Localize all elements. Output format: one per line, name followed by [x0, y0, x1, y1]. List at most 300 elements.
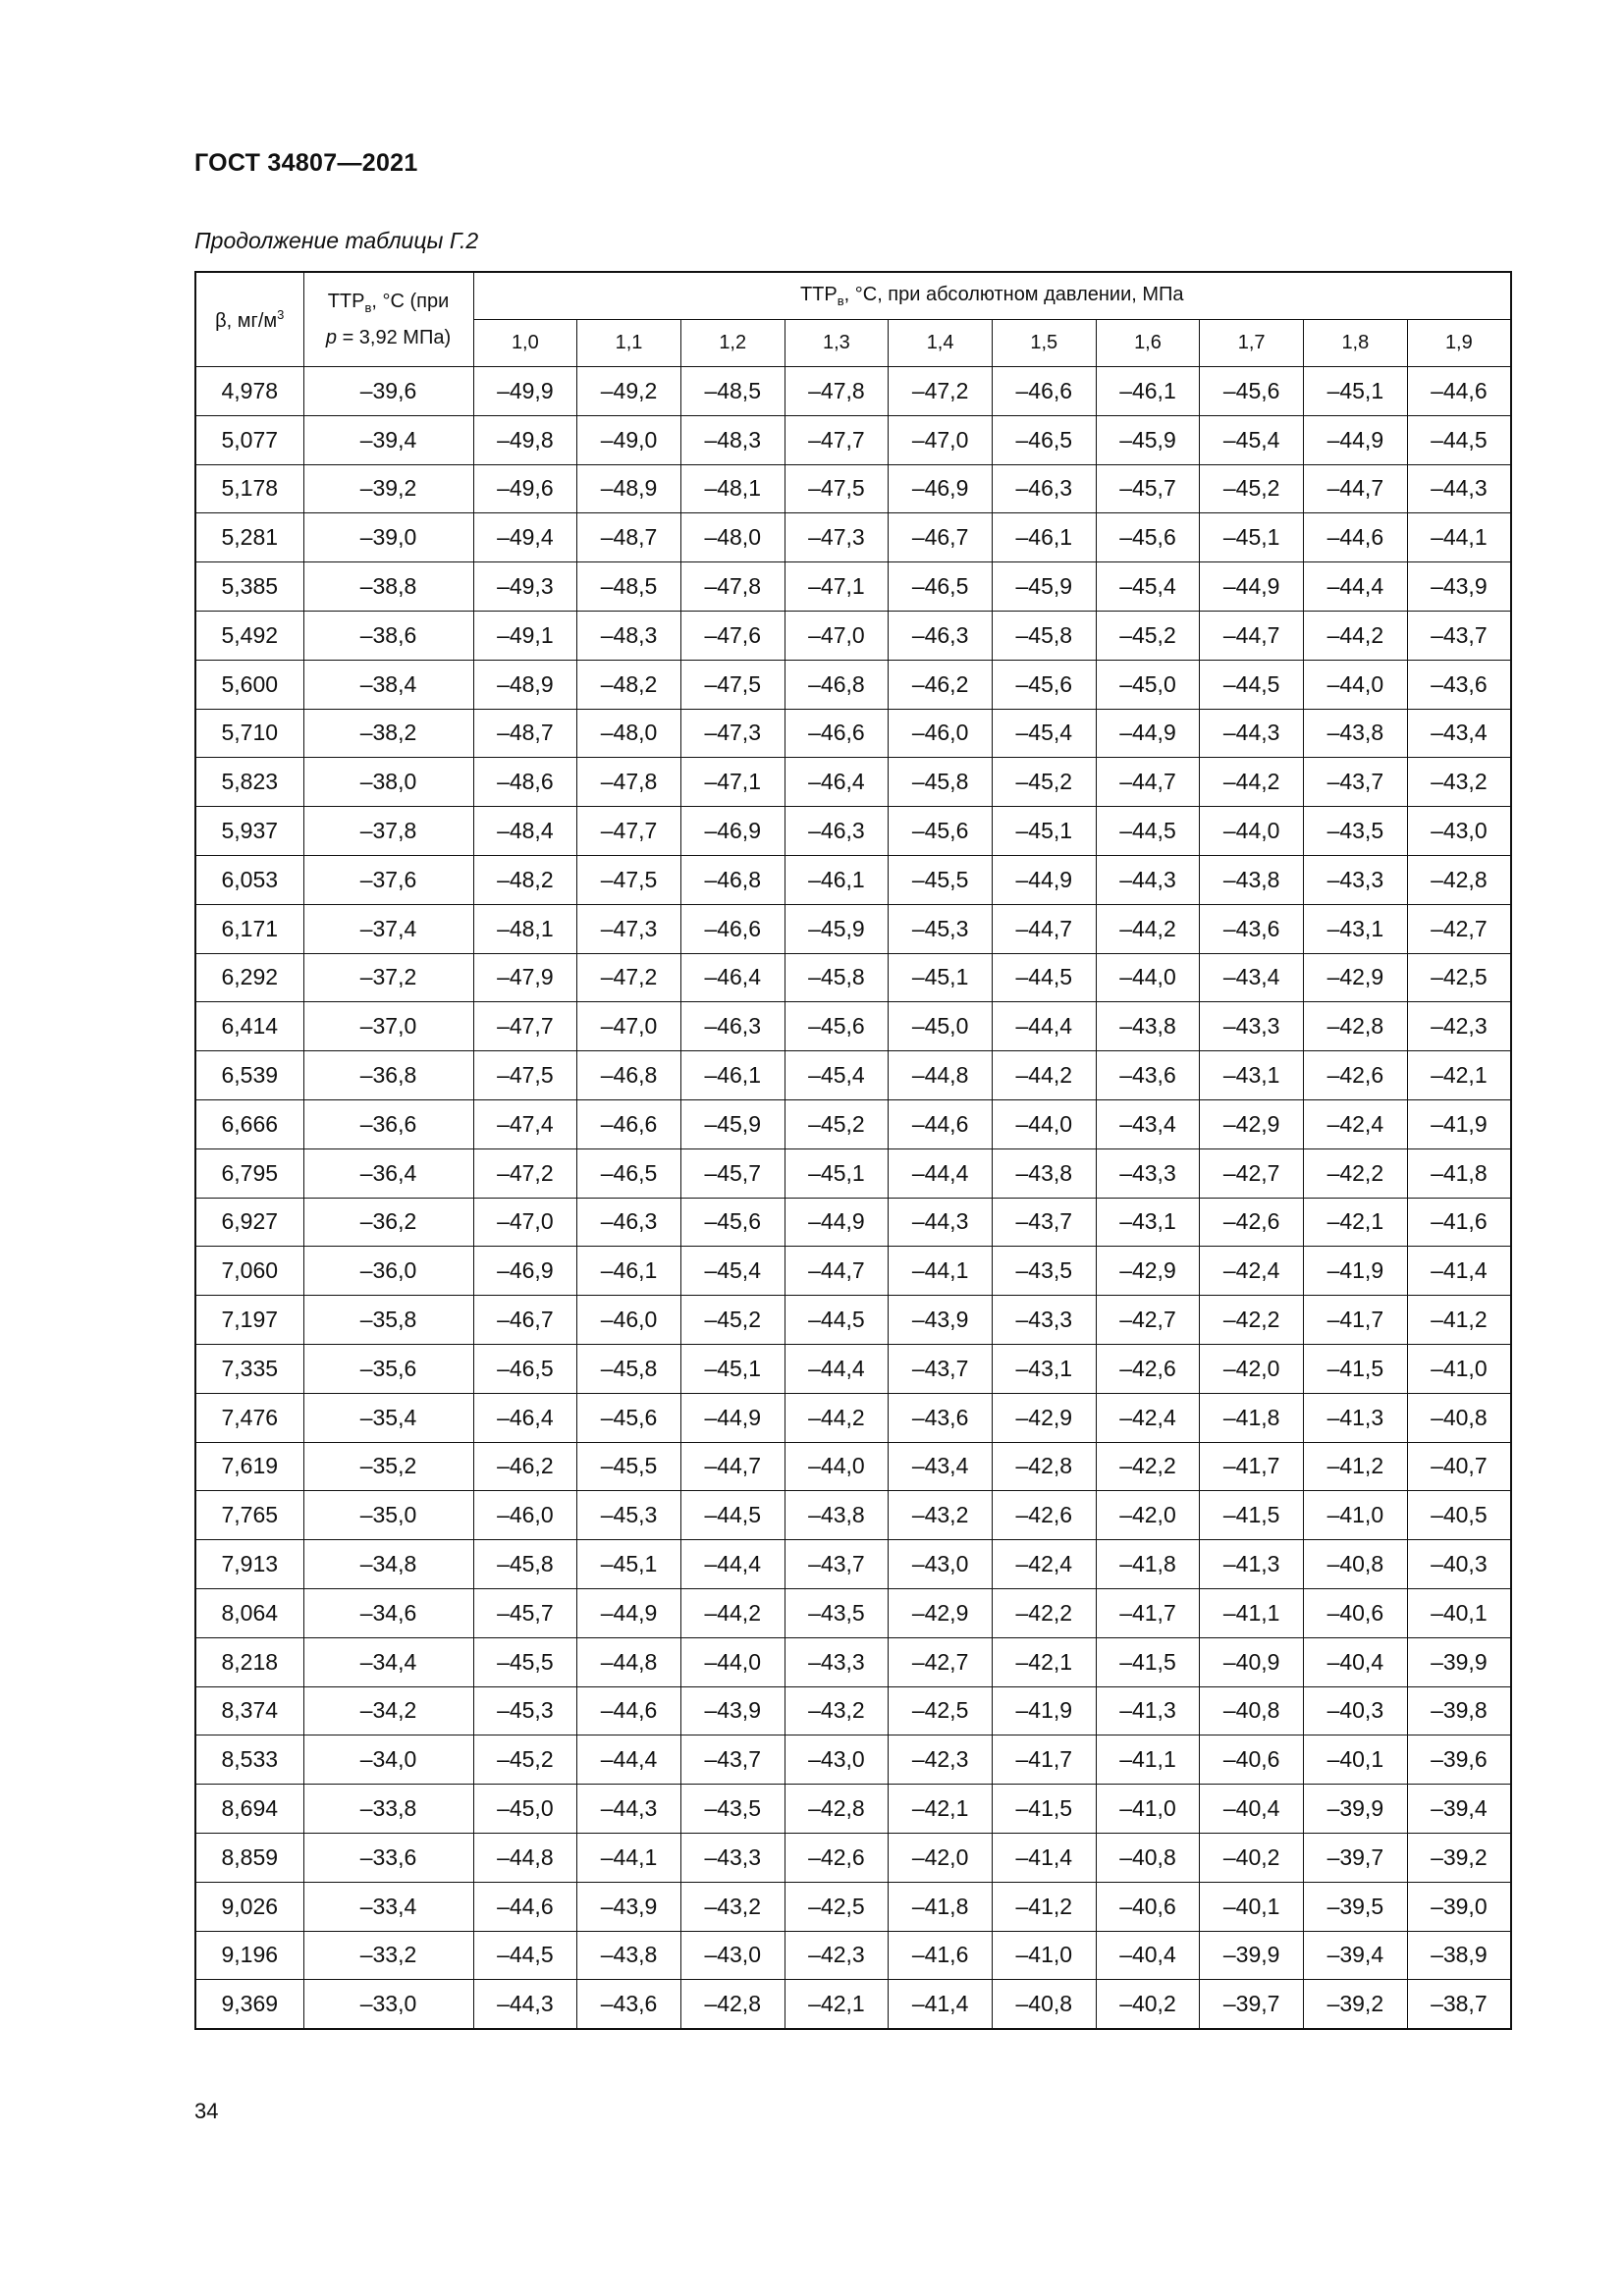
- beta-cell: 5,600: [195, 660, 303, 709]
- ttp-value-cell: –42,5: [889, 1686, 993, 1735]
- ttp-value-cell: –42,1: [992, 1637, 1096, 1686]
- ttp-value-cell: –41,5: [1304, 1344, 1408, 1393]
- ttp-reference-cell: –37,0: [303, 1002, 473, 1051]
- ttp-reference-cell: –33,4: [303, 1882, 473, 1931]
- ttp-value-cell: –40,7: [1407, 1442, 1511, 1491]
- ttp-value-cell: –44,1: [889, 1247, 993, 1296]
- ttp-value-cell: –46,7: [473, 1296, 577, 1345]
- table-row: [195, 1442, 1511, 1491]
- ttp-value-cell: –44,9: [785, 1198, 889, 1247]
- ttp-value-cell: –42,9: [992, 1393, 1096, 1442]
- column-header-pressure: 1,8: [1304, 320, 1408, 367]
- ttp-value-cell: –42,9: [1200, 1099, 1304, 1148]
- ttp-value-cell: –46,3: [889, 611, 993, 660]
- ttp-value-cell: –45,9: [680, 1099, 785, 1148]
- ttp-value-cell: –47,1: [785, 562, 889, 612]
- ttp-value-cell: –48,5: [577, 562, 681, 612]
- ttp-value-cell: –41,0: [1304, 1491, 1408, 1540]
- ttp-value-cell: –47,3: [577, 904, 681, 953]
- ttp-value-cell: –44,3: [889, 1198, 993, 1247]
- ttp-value-cell: –42,2: [1200, 1296, 1304, 1345]
- table-row: [195, 562, 1511, 612]
- ttp-value-cell: –41,3: [1304, 1393, 1408, 1442]
- ttp-value-cell: –44,3: [473, 1980, 577, 2029]
- beta-cell: 7,765: [195, 1491, 303, 1540]
- ttp-value-cell: –41,5: [1096, 1637, 1200, 1686]
- ttp-reference-cell: –38,8: [303, 562, 473, 612]
- ttp-value-cell: –45,6: [992, 660, 1096, 709]
- ttp-value-cell: –45,8: [473, 1540, 577, 1589]
- ttp-value-cell: –43,4: [1200, 953, 1304, 1002]
- table-row: [195, 660, 1511, 709]
- ttp-value-cell: –43,0: [1407, 807, 1511, 856]
- ttp-value-cell: –43,1: [992, 1344, 1096, 1393]
- ttp-value-cell: –45,0: [889, 1002, 993, 1051]
- ttp-value-cell: –45,5: [577, 1442, 681, 1491]
- ttp-value-cell: –46,1: [785, 855, 889, 904]
- ttp-value-cell: –43,9: [1407, 562, 1511, 612]
- ttp-value-cell: –43,9: [889, 1296, 993, 1345]
- beta-cell: 9,369: [195, 1980, 303, 2029]
- ttp-value-cell: –44,3: [577, 1785, 681, 1834]
- ttp-value-cell: –49,9: [473, 367, 577, 416]
- ttp-value-cell: –41,0: [1407, 1344, 1511, 1393]
- ttp-value-cell: –39,7: [1200, 1980, 1304, 2029]
- beta-cell: 7,197: [195, 1296, 303, 1345]
- ttp-value-cell: –40,6: [1304, 1588, 1408, 1637]
- ttp-value-cell: –47,0: [577, 1002, 681, 1051]
- ttp-value-cell: –41,7: [1304, 1296, 1408, 1345]
- ttp-value-cell: –46,3: [577, 1198, 681, 1247]
- ttp-value-cell: –46,6: [992, 367, 1096, 416]
- ttp-value-cell: –39,4: [1304, 1931, 1408, 1980]
- ttp-value-cell: –43,8: [1096, 1002, 1200, 1051]
- ttp-value-cell: –40,5: [1407, 1491, 1511, 1540]
- ttp-value-cell: –47,2: [473, 1148, 577, 1198]
- ttp-value-cell: –46,1: [577, 1247, 681, 1296]
- table-row: [195, 1247, 1511, 1296]
- ttp-value-cell: –40,4: [1304, 1637, 1408, 1686]
- ttp-value-cell: –41,4: [889, 1980, 993, 2029]
- ttp-value-cell: –42,6: [1096, 1344, 1200, 1393]
- ttp-value-cell: –41,9: [1407, 1099, 1511, 1148]
- beta-cell: 5,492: [195, 611, 303, 660]
- ttp-value-cell: –49,1: [473, 611, 577, 660]
- ttp-value-cell: –39,8: [1407, 1686, 1511, 1735]
- ttp-value-cell: –44,0: [1096, 953, 1200, 1002]
- ttp-value-cell: –43,4: [1096, 1099, 1200, 1148]
- ttp-value-cell: –47,8: [680, 562, 785, 612]
- ttp-value-cell: –43,3: [680, 1833, 785, 1882]
- ttp-value-cell: –40,8: [1304, 1540, 1408, 1589]
- ttp-value-cell: –42,6: [1304, 1051, 1408, 1100]
- ttp-value-cell: –41,2: [1304, 1442, 1408, 1491]
- table-row: [195, 904, 1511, 953]
- ttp-value-cell: –45,3: [473, 1686, 577, 1735]
- ttp-value-cell: –42,8: [992, 1442, 1096, 1491]
- ttp-value-cell: –42,1: [785, 1980, 889, 2029]
- ttp-value-cell: –45,2: [473, 1735, 577, 1785]
- ttp-value-cell: –48,3: [577, 611, 681, 660]
- ttp-reference-cell: –35,4: [303, 1393, 473, 1442]
- ttp-value-cell: –42,0: [889, 1833, 993, 1882]
- ttp-value-cell: –43,7: [889, 1344, 993, 1393]
- ttp-value-cell: –43,0: [889, 1540, 993, 1589]
- column-header-ttp-reference: $ТТР_в$, °С (при p = 3,92 МПа): [303, 272, 473, 367]
- table-row: [195, 855, 1511, 904]
- ttp-value-cell: –40,4: [1200, 1785, 1304, 1834]
- beta-cell: 8,533: [195, 1735, 303, 1785]
- ttp-value-cell: –42,9: [1304, 953, 1408, 1002]
- ttp-value-cell: –44,5: [1096, 807, 1200, 856]
- column-header-pressure: 1,0: [473, 320, 577, 367]
- ttp-value-cell: –42,6: [785, 1833, 889, 1882]
- ttp-reference-cell: –38,6: [303, 611, 473, 660]
- ttp-value-cell: –42,9: [889, 1588, 993, 1637]
- ttp-value-cell: –42,3: [889, 1735, 993, 1785]
- ttp-value-cell: –45,1: [680, 1344, 785, 1393]
- ttp-reference-cell: –34,8: [303, 1540, 473, 1589]
- ttp-value-cell: –40,8: [992, 1980, 1096, 2029]
- ttp-value-cell: –42,2: [1304, 1148, 1408, 1198]
- table-row: [195, 1198, 1511, 1247]
- ttp-value-cell: –45,2: [785, 1099, 889, 1148]
- ttp-value-cell: –42,8: [1407, 855, 1511, 904]
- table-body: [195, 367, 1511, 2030]
- ttp-value-cell: –43,9: [577, 1882, 681, 1931]
- ttp-value-cell: –44,8: [889, 1051, 993, 1100]
- ttp-value-cell: –43,3: [785, 1637, 889, 1686]
- ttp-value-cell: –46,7: [889, 513, 993, 562]
- ttp-value-cell: –44,5: [1200, 660, 1304, 709]
- ttp-value-cell: –46,4: [473, 1393, 577, 1442]
- ttp-value-cell: –43,7: [785, 1540, 889, 1589]
- ttp-value-cell: –45,8: [889, 758, 993, 807]
- ttp-value-cell: –45,6: [680, 1198, 785, 1247]
- ttp-value-cell: –42,4: [992, 1540, 1096, 1589]
- ttp-value-cell: –41,2: [992, 1882, 1096, 1931]
- beta-cell: 6,053: [195, 855, 303, 904]
- ttp-value-cell: –42,1: [1407, 1051, 1511, 1100]
- ttp-value-cell: –45,2: [680, 1296, 785, 1345]
- ttp-reference-cell: –34,2: [303, 1686, 473, 1735]
- ttp-reference-cell: –36,4: [303, 1148, 473, 1198]
- ttp-value-cell: –46,9: [473, 1247, 577, 1296]
- table-row: [195, 1833, 1511, 1882]
- ttp-value-cell: –45,1: [1200, 513, 1304, 562]
- ttp-value-cell: –47,3: [785, 513, 889, 562]
- ttp-reference-cell: –37,2: [303, 953, 473, 1002]
- ttp-value-cell: –40,2: [1200, 1833, 1304, 1882]
- table-row: [195, 367, 1511, 416]
- column-header-pressure: 1,2: [680, 320, 785, 367]
- beta-cell: 8,064: [195, 1588, 303, 1637]
- ttp-value-cell: –40,6: [1200, 1735, 1304, 1785]
- ttp-value-cell: –48,5: [680, 367, 785, 416]
- ttp-value-cell: –48,1: [680, 464, 785, 513]
- ttp-value-cell: –45,9: [992, 562, 1096, 612]
- ttp-value-cell: –41,6: [1407, 1198, 1511, 1247]
- ttp-reference-cell: –39,6: [303, 367, 473, 416]
- page-number: 34: [194, 2099, 219, 2123]
- ttp-value-cell: –46,1: [680, 1051, 785, 1100]
- document-code: ГОСТ 34807—2021: [194, 149, 418, 177]
- ttp-value-cell: –43,8: [1200, 855, 1304, 904]
- ttp-value-cell: –45,7: [1096, 464, 1200, 513]
- ttp-reference-cell: –34,0: [303, 1735, 473, 1785]
- ttp-value-cell: –40,8: [1200, 1686, 1304, 1735]
- ttp-value-cell: –38,9: [1407, 1931, 1511, 1980]
- beta-cell: 6,292: [195, 953, 303, 1002]
- ttp-value-cell: –44,4: [785, 1344, 889, 1393]
- table-row: [195, 464, 1511, 513]
- ttp-value-cell: –44,2: [680, 1588, 785, 1637]
- ttp-value-cell: –47,9: [473, 953, 577, 1002]
- ttp-value-cell: –43,5: [992, 1247, 1096, 1296]
- beta-cell: 6,795: [195, 1148, 303, 1198]
- ttp-value-cell: –45,4: [785, 1051, 889, 1100]
- ttp-value-cell: –47,5: [473, 1051, 577, 1100]
- ttp-reference-cell: –33,0: [303, 1980, 473, 2029]
- table-row: [195, 611, 1511, 660]
- ttp-value-cell: –43,0: [680, 1931, 785, 1980]
- ttp-value-cell: –44,5: [1407, 415, 1511, 464]
- ttp-value-cell: –46,3: [785, 807, 889, 856]
- ttp-value-cell: –44,2: [1200, 758, 1304, 807]
- table-row: [195, 1785, 1511, 1834]
- ttp-value-cell: –40,8: [1407, 1393, 1511, 1442]
- ttp-value-cell: –39,9: [1200, 1931, 1304, 1980]
- ttp-value-cell: –42,3: [785, 1931, 889, 1980]
- ttp-value-cell: –43,8: [577, 1931, 681, 1980]
- ttp-value-cell: –42,2: [992, 1588, 1096, 1637]
- ttp-value-cell: –41,2: [1407, 1296, 1511, 1345]
- ttp-value-cell: –44,8: [577, 1637, 681, 1686]
- ttp-value-cell: –45,1: [992, 807, 1096, 856]
- ttp-value-cell: –49,4: [473, 513, 577, 562]
- beta-cell: 6,539: [195, 1051, 303, 1100]
- ttp-value-cell: –44,3: [1200, 709, 1304, 758]
- ttp-value-cell: –46,6: [577, 1099, 681, 1148]
- ttp-value-cell: –43,9: [680, 1686, 785, 1735]
- column-header-pressure: 1,4: [889, 320, 993, 367]
- ttp-value-cell: –48,2: [473, 855, 577, 904]
- ttp-value-cell: –43,2: [889, 1491, 993, 1540]
- ttp-value-cell: –48,1: [473, 904, 577, 953]
- ttp-value-cell: –43,2: [1407, 758, 1511, 807]
- ttp-value-cell: –44,7: [1304, 464, 1408, 513]
- ttp-reference-cell: –36,8: [303, 1051, 473, 1100]
- ttp-value-cell: –46,4: [785, 758, 889, 807]
- ttp-value-cell: –48,0: [577, 709, 681, 758]
- ttp-value-cell: –47,7: [473, 1002, 577, 1051]
- ttp-value-cell: –41,6: [889, 1931, 993, 1980]
- beta-cell: 8,374: [195, 1686, 303, 1735]
- ttp-value-cell: –45,6: [1200, 367, 1304, 416]
- ttp-value-cell: –44,4: [1304, 562, 1408, 612]
- ttp-value-cell: –40,8: [1096, 1833, 1200, 1882]
- ttp-value-cell: –44,9: [1096, 709, 1200, 758]
- ttp-value-cell: –47,0: [785, 611, 889, 660]
- column-header-pressure: 1,5: [992, 320, 1096, 367]
- ttp-value-cell: –43,1: [1200, 1051, 1304, 1100]
- beta-cell: 7,060: [195, 1247, 303, 1296]
- ttp-value-cell: –45,1: [577, 1540, 681, 1589]
- beta-cell: 5,710: [195, 709, 303, 758]
- ttp-value-cell: –46,4: [680, 953, 785, 1002]
- ttp-value-cell: –42,6: [992, 1491, 1096, 1540]
- ttp-value-cell: –45,1: [1304, 367, 1408, 416]
- ttp-value-cell: –42,0: [1200, 1344, 1304, 1393]
- table-row: [195, 758, 1511, 807]
- beta-cell: 4,978: [195, 367, 303, 416]
- ttp-value-cell: –44,2: [785, 1393, 889, 1442]
- beta-cell: 7,619: [195, 1442, 303, 1491]
- ttp-value-cell: –41,7: [992, 1735, 1096, 1785]
- beta-cell: 8,859: [195, 1833, 303, 1882]
- beta-cell: 5,077: [195, 415, 303, 464]
- ttp-value-cell: –45,0: [1096, 660, 1200, 709]
- ttp-value-cell: –43,5: [785, 1588, 889, 1637]
- ttp-value-cell: –45,6: [785, 1002, 889, 1051]
- ttp-value-cell: –42,8: [1304, 1002, 1408, 1051]
- ttp-value-cell: –43,3: [992, 1296, 1096, 1345]
- ttp-value-cell: –46,0: [889, 709, 993, 758]
- ttp-value-cell: –49,6: [473, 464, 577, 513]
- ttp-value-cell: –39,2: [1407, 1833, 1511, 1882]
- ttp-value-cell: –47,1: [680, 758, 785, 807]
- ttp-value-cell: –40,6: [1096, 1882, 1200, 1931]
- ttp-value-cell: –47,8: [577, 758, 681, 807]
- ttp-value-cell: –48,6: [473, 758, 577, 807]
- ttp-value-cell: –46,6: [785, 709, 889, 758]
- ttp-value-cell: –43,0: [785, 1735, 889, 1785]
- ttp-value-cell: –46,8: [680, 855, 785, 904]
- ttp-value-cell: –41,8: [1407, 1148, 1511, 1198]
- table-row: [195, 1296, 1511, 1345]
- ttp-value-cell: –41,0: [992, 1931, 1096, 1980]
- ttp-value-cell: –44,5: [992, 953, 1096, 1002]
- ttp-value-cell: –47,2: [889, 367, 993, 416]
- ttp-value-cell: –46,1: [1096, 367, 1200, 416]
- ttp-value-cell: –48,9: [577, 464, 681, 513]
- ttp-value-cell: –43,6: [1096, 1051, 1200, 1100]
- column-header-pressure: 1,1: [577, 320, 681, 367]
- ttp-value-cell: –44,1: [1407, 513, 1511, 562]
- ttp-value-cell: –45,4: [680, 1247, 785, 1296]
- ttp-value-cell: –41,1: [1200, 1588, 1304, 1637]
- ttp-value-cell: –39,7: [1304, 1833, 1408, 1882]
- ttp-value-cell: –43,7: [1304, 758, 1408, 807]
- ttp-value-cell: –45,4: [992, 709, 1096, 758]
- table-row: [195, 1344, 1511, 1393]
- ttp-value-cell: –44,6: [889, 1099, 993, 1148]
- beta-cell: 5,281: [195, 513, 303, 562]
- ttp-value-cell: –44,9: [577, 1588, 681, 1637]
- ttp-value-cell: –41,3: [1200, 1540, 1304, 1589]
- ttp-value-cell: –43,7: [680, 1735, 785, 1785]
- ttp-value-cell: –42,4: [1200, 1247, 1304, 1296]
- ttp-value-cell: –45,9: [785, 904, 889, 953]
- beta-cell: 7,913: [195, 1540, 303, 1589]
- ttp-value-cell: –45,3: [889, 904, 993, 953]
- table-row: [195, 807, 1511, 856]
- ttp-value-cell: –44,0: [785, 1442, 889, 1491]
- ttp-value-cell: –43,6: [1407, 660, 1511, 709]
- ttp-value-cell: –44,1: [577, 1833, 681, 1882]
- ttp-value-cell: –42,7: [889, 1637, 993, 1686]
- ttp-value-cell: –45,8: [577, 1344, 681, 1393]
- ttp-value-cell: –47,7: [785, 415, 889, 464]
- ttp-value-cell: –44,7: [680, 1442, 785, 1491]
- ttp-reference-cell: –39,0: [303, 513, 473, 562]
- ttp-value-cell: –46,0: [577, 1296, 681, 1345]
- ttp-value-cell: –44,2: [1096, 904, 1200, 953]
- ttp-value-cell: –47,5: [785, 464, 889, 513]
- ttp-reference-cell: –35,6: [303, 1344, 473, 1393]
- beta-cell: 9,026: [195, 1882, 303, 1931]
- table-header: [195, 272, 1511, 367]
- ttp-reference-cell: –37,6: [303, 855, 473, 904]
- ttp-reference-cell: –35,8: [303, 1296, 473, 1345]
- table-row: [195, 513, 1511, 562]
- ttp-value-cell: –45,6: [889, 807, 993, 856]
- ttp-value-cell: –43,5: [1304, 807, 1408, 856]
- ttp-reference-cell: –33,6: [303, 1833, 473, 1882]
- ttp-value-cell: –41,9: [992, 1686, 1096, 1735]
- beta-cell: 5,178: [195, 464, 303, 513]
- ttp-value-cell: –48,0: [680, 513, 785, 562]
- ttp-value-cell: –41,4: [1407, 1247, 1511, 1296]
- ttp-value-cell: –41,7: [1096, 1588, 1200, 1637]
- ttp-value-cell: –44,5: [680, 1491, 785, 1540]
- ttp-value-cell: –48,4: [473, 807, 577, 856]
- ttp-value-cell: –44,0: [1304, 660, 1408, 709]
- ttp-value-cell: –44,7: [785, 1247, 889, 1296]
- ttp-value-cell: –46,0: [473, 1491, 577, 1540]
- ttp-value-cell: –39,5: [1304, 1882, 1408, 1931]
- ttp-value-cell: –42,8: [785, 1785, 889, 1834]
- beta-cell: 8,694: [195, 1785, 303, 1834]
- ttp-value-cell: –45,6: [1096, 513, 1200, 562]
- ttp-value-cell: –48,2: [577, 660, 681, 709]
- table-row: [195, 1491, 1511, 1540]
- ttp-value-cell: –48,7: [473, 709, 577, 758]
- ttp-value-cell: –43,6: [1200, 904, 1304, 953]
- ttp-value-cell: –49,8: [473, 415, 577, 464]
- ttp-value-cell: –39,9: [1304, 1785, 1408, 1834]
- ttp-value-cell: –44,9: [992, 855, 1096, 904]
- data-table: [194, 271, 1512, 2030]
- ttp-value-cell: –45,8: [992, 611, 1096, 660]
- ttp-value-cell: –42,5: [785, 1882, 889, 1931]
- ttp-reference-cell: –35,0: [303, 1491, 473, 1540]
- ttp-value-cell: –40,1: [1200, 1882, 1304, 1931]
- beta-cell: 6,666: [195, 1099, 303, 1148]
- ttp-value-cell: –43,1: [1096, 1198, 1200, 1247]
- ttp-value-cell: –44,8: [473, 1833, 577, 1882]
- ttp-value-cell: –43,1: [1304, 904, 1408, 953]
- table-row: [195, 1002, 1511, 1051]
- ttp-value-cell: –43,7: [1407, 611, 1511, 660]
- ttp-value-cell: –42,0: [1096, 1491, 1200, 1540]
- table-row: [195, 1882, 1511, 1931]
- ttp-value-cell: –40,1: [1304, 1735, 1408, 1785]
- ttp-value-cell: –45,1: [889, 953, 993, 1002]
- table-row: [195, 1393, 1511, 1442]
- table-row: [195, 1148, 1511, 1198]
- ttp-value-cell: –47,6: [680, 611, 785, 660]
